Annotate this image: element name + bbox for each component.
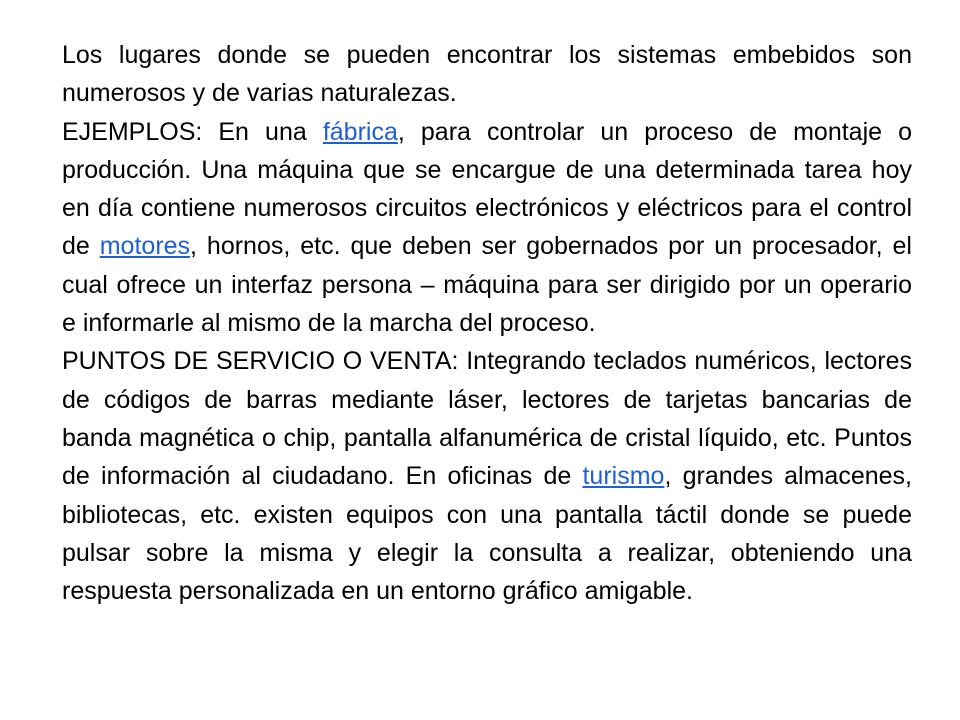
intro-text: Los lugares donde se pueden encontrar los sistemas embebidos son numerosos y de varias naturalezas. [62, 41, 912, 108]
puntos-text-2: , grandes almacenes, bibliotecas, etc. existen equipos con una pantalla táctil donde se puede pulsar sobre la misma y elegir la consulta a realizar, obteniendo una respuesta personalizada en un entorno gráfico amigable. [62, 462, 912, 606]
ejemplos-text-3: , hornos, etc. que deben ser gobernados por un procesador, el cual ofrece un interfaz persona – máquina para ser dirigido por un operario e informarle al mismo de la marcha del proceso. [62, 232, 912, 338]
link-motores[interactable]: motores [99, 232, 191, 261]
ejemplos-text-1: EJEMPLOS: En una [62, 117, 323, 146]
link-fabrica[interactable]: fábrica [322, 117, 398, 146]
paragraph-puntos [62, 342, 912, 610]
paragraph-ejemplos [62, 113, 912, 343]
paragraph-intro [62, 36, 912, 113]
slide-body [62, 36, 912, 610]
link-turismo[interactable]: turismo [582, 462, 665, 491]
puntos-text-1: PUNTOS DE SERVICIO O VENTA: Integrando teclados numéricos, lectores de códigos de barras mediante láser, lectores de tarjetas bancarias de banda magnética o chip, pantalla alfanumérica de cristal líquido, etc. Puntos de información al ciudadano. En oficinas de [62, 347, 912, 491]
ejemplos-text-2: , para controlar un proceso de montaje o producción. Una máquina que se encargue de una determinada tarea hoy en día contiene numerosos circuitos electrónicos y eléctricos para el control de [62, 117, 912, 261]
